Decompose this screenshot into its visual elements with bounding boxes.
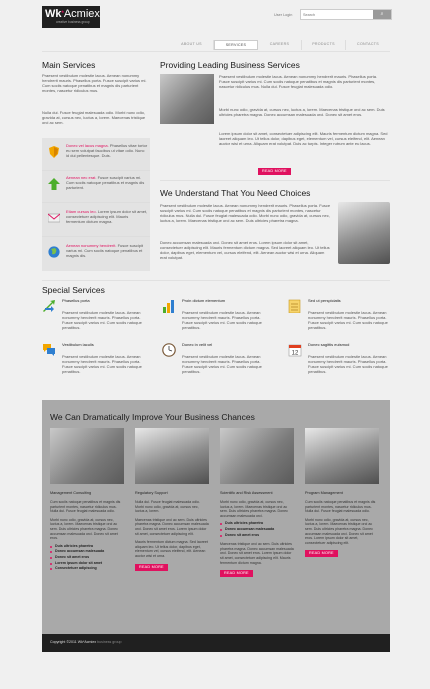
leading-read-more-button[interactable]: READ MORE [258,168,291,175]
special-item-title[interactable]: Proin dictum elementum [182,298,226,303]
special-item[interactable] [288,298,388,336]
login-link[interactable]: User Login [274,13,293,17]
service-item[interactable] [42,140,150,171]
logo[interactable] [42,6,100,28]
service-item[interactable] [42,240,150,271]
search-icon: ⌕ [380,11,384,17]
service-item-title[interactable]: Etiam cursus leo. [66,209,97,214]
calendar-icon [288,343,302,357]
svg-text:12: 12 [291,350,299,357]
service-item-text: Lorem ipsum dolor sit amet, consectetuer adipiscing elit. Mauris fermentum dictum magna. [66,209,148,224]
service-item[interactable] [42,206,150,237]
special-item-text: Praesent vestibulum molestie lacus. Aenean nonummy hendrerit mauris. Phasellus porta. Fusce suscipit varius mi. Cum sociis natoque penatibus. [308,310,388,330]
nav-item-services[interactable]: SERVICES [214,40,258,50]
logo-rest: Acmiex [63,8,100,20]
chance-column-text: Maecenas tristique orci ac sem. Duis ultricies pharetra magna. Donec accumsan malesuada orci. Donec sit amet eros. Lorem ipsum dolor sit amet, consectetuer adipiscing elit. Mauris fermentum dictum magna. [220,542,294,565]
leading-paragraph-1: Praesent vestibulum molestie lacus. Aenean nonummy hendrerit mauris. Phasellus porta. Fusce suscipit varius mi. Cum sociis natoque penatibus et magnis dis parturient montes, nascetur ridiculus mus. Nulla dui. Fusce feugiat malesuada odio. [219,74,378,89]
globe-icon [48,246,60,258]
chance-column-title[interactable]: Scientific and Risk Assessment [220,491,273,495]
chance-read-more-button[interactable]: READ MORE [135,564,168,571]
logo-main: Wk [45,8,62,20]
list-item[interactable]: Lorem ipsum dolor sit amet [50,561,124,567]
special-services-title: Special Services [42,285,105,295]
main-nav [170,40,390,50]
notepad-icon [288,299,302,313]
chance-column-text: Maecenas tristique orci ac sem. Duis ultricies pharetra magna. Donec accumsan malesuada orci. Donec sit amet eros. Lorem ipsum dolor sit amet, consectetuer adipiscing elit. [135,517,209,536]
list-item[interactable]: Donec accumsan malesuada [220,527,294,533]
list-item[interactable]: Donec accumsan malesuada [50,549,124,555]
divider [160,180,390,181]
chance-column-title[interactable]: Regulatory Support [135,491,168,495]
service-item-text: Fusce suscipit varius mi. Cum sociis natoque penatibus et magnis dis parturient. [66,175,145,190]
main-services-intro: Praesent vestibulum molestie lacus. Aenean nonummy hendrerit mauris. Phasellus porta. Fusce suscipit varius mi. Cum sociis natoque penatibus et magnis dis parturient montes, nascetur ridiculus mus. [42,73,147,93]
service-item-title[interactable]: Donec vel lacus magna. [66,143,109,148]
choices-title: We Understand That You Need Choices [160,188,311,198]
choices-photo [338,202,390,264]
logo-star-icon: * [61,11,64,17]
envelope-icon [48,212,60,224]
special-item-text: Praesent vestibulum molestie lacus. Aenean nonummy hendrerit mauris. Phasellus porta. Fusce suscipit varius mi. Cum sociis natoque penatibus. [62,310,142,330]
footer-copyright-text: Copyright ©2011 Wk*Acmiex [50,640,97,644]
special-item[interactable] [162,342,262,380]
special-item-title[interactable]: Vestibulum iaculis [62,342,94,347]
chance-column-text: Cum sociis natoque penatibus et magnis dis parturient montes, nascetur ridiculus mus. Nulla dui. Fusce feugiat malesuada odio. [50,500,121,514]
chance-column-photo [135,428,209,484]
chance-column [50,428,124,572]
chance-column-text: Nulla dui. Fusce feugiat malesuada odio. Morbi nunc odio, gravida at, cursus nec, luctus a, lorem. [135,500,200,514]
special-item-text: Praesent vestibulum molestie lacus. Aenean nonummy hendrerit mauris. Phasellus porta. Fusce suscipit varius mi. Cum sociis natoque penatibus. [308,354,388,374]
special-item-title[interactable]: Sed ut perspiciatis [308,298,341,303]
divider [42,280,390,281]
divider [42,51,390,52]
shield-icon [48,146,60,158]
chance-column-text: Mauris fermentum dictum magna. Sed laoreet aliquam leo. Ut tellus dolor, dapibus eget, elementum vel, cursus eleifend, elit. Aenean auctor wisi et urna. [135,540,208,558]
service-item-text: Phasellus vitae tortor eu sem volutpat faucibus ut vitae odio. Nunc id dui pellentesque. Duis. [66,143,148,158]
nav-item-careers[interactable]: CAREERS [258,40,302,50]
special-item[interactable] [42,342,142,380]
chance-column-photo [50,428,124,484]
special-item[interactable] [162,298,262,336]
footer-copyright-sub: business group [97,640,122,644]
chance-column-text: Cum sociis natoque penatibus et magnis dis parturient montes, nascetur ridiculus mus. Nulla dui. Fusce feugiat malesuada odio. [305,500,376,514]
logo-tagline: creative business group [56,20,90,24]
special-item[interactable] [42,298,142,336]
chat-bubbles-icon [42,343,56,357]
chance-bullet-list [220,521,294,538]
service-item-text: Fusce suscipit varius mi. Cum sociis natoque penatibus et magnis dis. [66,243,143,258]
special-item-text: Praesent vestibulum molestie lacus. Aenean nonummy hendrerit mauris. Phasellus porta. Fusce suscipit varius mi. Cum sociis natoque penatibus. [182,310,262,330]
chance-column-text: Morbi nunc odio, gravida at, cursus nec, luctus a, lorem. Maecenas tristique orci ac sem. Duis ultricies pharetra magna. Donec accumsan malesuada orci. Donec sit amet eros. Lorem ipsum dolor sit amet, consectetuer adipiscing elit. [305,517,373,545]
logo-text [45,7,100,21]
special-item-text: Praesent vestibulum molestie lacus. Aenean nonummy hendrerit mauris. Phasellus porta. Fusce suscipit varius mi. Cum sociis natoque penatibus. [62,354,142,374]
leading-paragraph-2: Morbi nunc odio, gravida at, cursus nec, luctus a, lorem. Maecenas tristique orci ac sem. Duis ultricies pharetra magna. Donec accumsan malesuada orci. Donec sit amet eros. [219,107,385,117]
search-input[interactable] [301,10,373,19]
special-item[interactable] [288,342,388,380]
main-services-title: Main Services [42,60,96,70]
chance-column-photo [220,428,294,484]
leading-title: Providing Leading Business Services [160,60,300,70]
nav-item-contacts[interactable]: CONTACTS [357,42,379,46]
special-item-title[interactable]: Phasellus porta [62,298,90,303]
footer-copyright [50,640,122,645]
choices-paragraph-1: Praesent vestibulum molestie lacus. Aenean nonummy hendrerit mauris. Phasellus porta. Fusce suscipit varius mi. Cum sociis natoque penatibus et magnis dis parturient montes, nascetur ridiculus mus. Nulla dui. Fusce feugiat malesuada odio. Morbi nunc odio, gravida at, cursus nec, luctus a, lorem. Maecenas tristique orci ac sem. Duis ultricies pharetra magna. [160,203,331,223]
list-item[interactable]: Donec sit amet eros [50,555,124,561]
special-item-title[interactable]: Donec sagittis euismod [308,342,350,347]
list-item[interactable]: Duis ultricies pharetra [50,544,124,550]
main-services-intro-2: Nulla dui. Fusce feugiat malesuada odio. Morbi nunc odio, gravida at, cursus nec, luctus a, lorem. Maecenas tristique orci ac sem. [42,110,146,125]
leading-paragraph-3: Lorem ipsum dolor sit amet, consectetuer adipiscing elit. Mauris fermentum dictum magna. Sed laoreet aliquam leo. Ut tellus dolor, dapibus eget, elementum vel, cursus eleifend, elit. Aenean auctor wisi et urna. Aliquam erat volutpat. Duis ac turpis. Integer rutrum ante eu lacus. [219,131,388,146]
arrow-up-icon [48,178,60,190]
leading-photo [160,74,214,124]
chance-column-text: Morbi nunc odio, gravida at, cursus nec, luctus a, lorem. Maecenas tristique orci ac sem. Duis ultricies pharetra magna. Donec accumsan malesuada orci. [220,500,288,518]
chances-section [42,400,390,634]
special-item-text: Praesent vestibulum molestie lacus. Aenean nonummy hendrerit mauris. Phasellus porta. Fusce suscipit varius mi. Cum sociis natoque penatibus. [182,354,262,374]
service-item[interactable] [42,172,150,203]
service-item-title[interactable]: Aenean nonummy hendrerit. [66,243,117,248]
service-item-title[interactable]: Aenean nec erat. [66,175,97,180]
search-button[interactable] [373,10,391,19]
chance-column-title[interactable]: Management Consulting [50,491,92,495]
chance-column-photo [305,428,379,484]
chance-column-title[interactable]: Program Management [305,491,343,495]
bar-chart-icon [162,299,176,313]
chance-read-more-button[interactable]: READ MORE [305,550,338,557]
chance-column [135,428,209,571]
choices-paragraph-2: Donec accumsan malesuada orci. Donec sit amet eros. Lorem ipsum dolor sit amet, consectetuer adipiscing elit. Mauris fermentum dictum magna. Sed laoreet aliquam leo. Ut tellus dolor, dapibus eget, elementum vel, cursus eleifend, elit. Aenean auctor wisi et urna. Aliquam erat volutpat. [160,240,330,260]
search-box [300,9,392,20]
chance-bullet-list [50,544,124,572]
chance-read-more-button[interactable]: READ MORE [220,570,253,577]
list-item[interactable]: Consectetuer adipiscing [50,566,124,572]
nav-item-about[interactable]: ABOUT US [170,40,214,50]
footer [42,634,390,652]
chances-title: We Can Dramatically Improve Your Business Chances [50,412,255,422]
nav-item-products[interactable]: PRODUCTS [302,40,346,50]
arrows-icon [42,299,56,313]
clock-icon [162,343,176,357]
chance-column [305,428,379,557]
list-item[interactable]: Donec sit amet eros [220,533,294,539]
chance-column-text: Morbi nunc odio, gravida at, cursus nec, luctus a, lorem. Maecenas tristique orci ac sem. Duis ultricies pharetra magna. Donec accumsan malesuada orci. Donec sit amet eros. [50,517,118,541]
chance-column [220,428,294,577]
list-item[interactable]: Duis ultricies pharetra [220,521,294,527]
special-item-title[interactable]: Donec in velit vel [182,342,213,347]
